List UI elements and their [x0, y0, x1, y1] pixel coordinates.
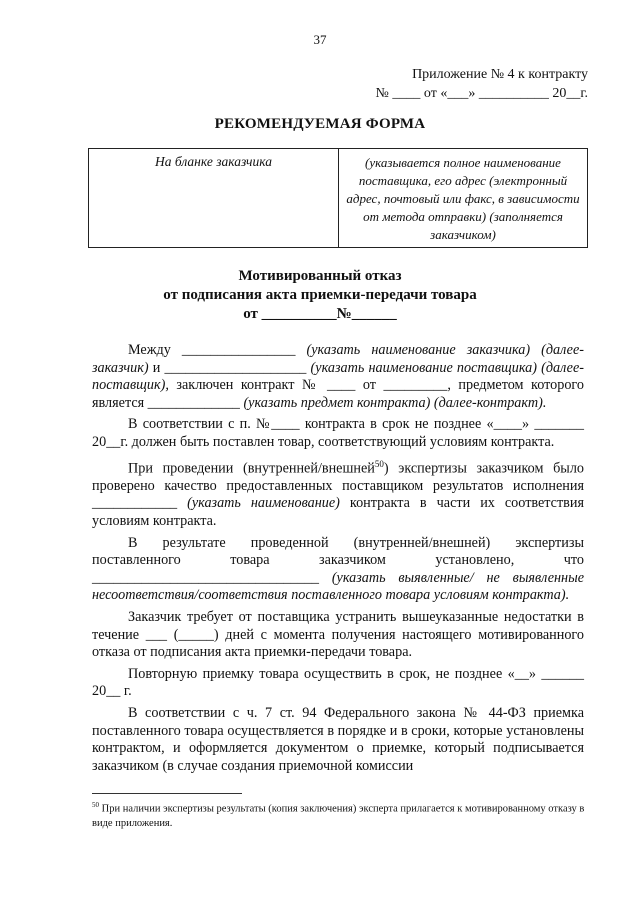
paragraph-text: заключен контракт № ____ от _________, предметом которого является _____________	[92, 377, 584, 411]
paragraph-reacceptance: Повторную приемку товара осуществить в срок, не позднее «__» ______ 20__ г.	[92, 665, 584, 700]
page-number: 37	[313, 32, 327, 47]
paragraph-hint: (указать выявленные/ не выявленные несоответствия/соответствия поставленного товара условиям контракта).	[92, 569, 584, 604]
paragraph-hint: (указать наименование заказчика) (далее-заказчик)	[92, 342, 584, 376]
paragraph-text: Между ________________	[128, 342, 307, 358]
paragraph-hint: (указать наименование)	[187, 495, 340, 512]
paragraph-text: При проведении (внутренней/внешней	[128, 460, 375, 477]
document-title	[0, 267, 640, 324]
form-heading: РЕКОМЕНДУЕМАЯ ФОРМА	[214, 116, 426, 132]
paragraph-text: и ____________________	[148, 359, 311, 376]
document-title-line-1: Мотивированный отказ	[238, 268, 402, 284]
document-title-line-2: от подписания акта приемки-передачи товара	[163, 287, 477, 303]
paragraph-text: контракта в части их соответствия условиям контракта.	[92, 495, 584, 530]
header-table	[88, 148, 588, 248]
paragraph-text: ) экспертизы заказчиком было проверено качество предоставленных поставщиком результатов исполнения ____________	[92, 460, 584, 512]
paragraph-law-reference: В соответствии с ч. 7 ст. 94 Федерального закона № 44-ФЗ приемка поставленного товара осуществляется в порядке и в сроки, которые установлены контрактом, и оформляется документом о приемке, который подписывается заказчиком (в случае создания приемочной комиссии	[92, 705, 584, 774]
footnote-text: При наличии экспертизы результаты (копия заключения) эксперта прилагается к мотивированному отказу в виде приложения.	[92, 803, 585, 829]
footnote-reference: 50	[374, 458, 384, 469]
paragraph-hint: (указать наименование поставщика) (далее-поставщик),	[92, 359, 584, 394]
paragraph-expertise	[92, 456, 584, 531]
footnote-divider	[92, 793, 242, 794]
customer-letterhead-cell: На бланке заказчика	[89, 149, 339, 247]
paragraph-hint: (указать предмет контракта) (далее-контракт).	[243, 394, 547, 411]
paragraph-text: В результате проведенной (внутренней/внешней) экспертизы поставленного товара заказчиком установлено, что ________________________________	[92, 534, 584, 586]
paragraph-parties	[92, 342, 584, 412]
document-body	[92, 342, 584, 779]
paragraph-delivery-term: В соответствии с п. №____ контракта в срок не позднее «____» _______ 20__г. должен быть поставлен товар, соответствующий условиям контракта.	[92, 416, 584, 450]
appendix-number-line: № ____ от «___» __________ 20__г.	[375, 86, 588, 101]
document-title-line-3: от __________№______	[243, 306, 397, 322]
appendix-title: Приложение № 4 к контракту	[412, 67, 588, 82]
supplier-address-cell: (указывается полное наименование поставщика, его адрес (электронный адрес, почтовый или факс, в зависимости от метода отправки) (заполняется заказчиком)	[346, 155, 580, 242]
paragraph-expertise-result	[92, 535, 584, 605]
footnote	[92, 798, 588, 831]
paragraph-demand: Заказчик требует от поставщика устранить вышеуказанные недостатки в течение ___ (_____) дней с момента получения настоящего мотивированного отказа от подписания акта приемки-передачи товара.	[92, 609, 584, 661]
footnote-mark: 50	[92, 801, 99, 809]
